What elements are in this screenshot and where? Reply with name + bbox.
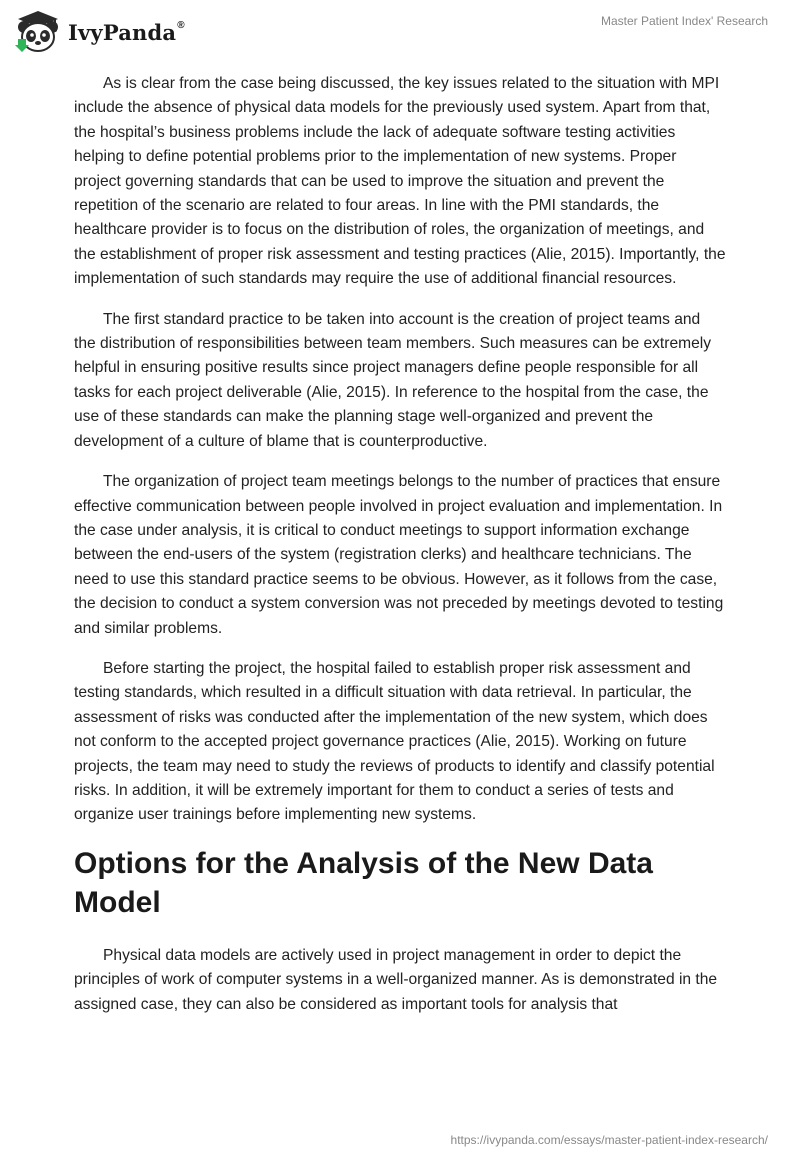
paragraph: Before starting the project, the hospital failed to establish proper risk assessment and testing standards, which resulted in a difficult situation with data retrieval. In particular, the assessment of risks was conducted after the implementation of the new system, which does not conform to the accepted project governance practices (Alie, 2015). Working on future projects, the team may need to study the reviews of products to identify and classify potential risks. In addition, it will be extremely important for them to conduct a series of tests and organize user trainings before implementing new systems.	[74, 659, 715, 824]
section-heading: Options for the Analysis of the New Data Model	[74, 846, 653, 919]
brand-logo[interactable]	[14, 9, 185, 53]
brand-name: IvyPanda®	[68, 19, 185, 45]
panda-logo-icon	[14, 9, 62, 53]
paragraph: Physical data models are actively used in project management in order to depict the principles of work of computer systems in a well-organized manner. As is demonstrated in the assigned case, they can also be considered as important tools for analysis that	[74, 946, 718, 1013]
paragraph: The organization of project team meetings belongs to the number of practices that ensure effective communication between people involved in project evaluation and implementation. In the case under analysis, it is critical to conduct meetings to support information exchange between the end-users of the system (registration clerks) and healthcare technicians. The need to use this standard practice seems to be obvious. However, as it follows from the case, the decision to conduct a system conversion was not preceded by meetings devoted to testing and similar problems.	[74, 473, 724, 637]
document-title: Master Patient Index' Research	[600, 14, 768, 28]
paragraph: The first standard practice to be taken into account is the creation of project teams and the distribution of responsibilities between team members. Such measures can be extremely helpful in ensuring positive results since project managers define people responsible for all tasks for each project deliverable (Alie, 2015). In reference to the hospital from the case, the use of these standards can make the planning stage well-organized and prevent the development of a culture of blame that is counterproductive.	[74, 310, 712, 450]
source-url[interactable]: https://ivypanda.com/essays/master-patient-index-research/	[450, 1133, 768, 1147]
essay-body	[74, 72, 726, 1033]
registered-mark: ®	[177, 19, 185, 31]
paragraph: As is clear from the case being discussed, the key issues related to the situation with MPI include the absence of physical data models for the previously used system. Apart from that, the hospital’s business problems include the lack of adequate software testing activities helping to define potential problems prior to the implementation of new systems. Proper project governing standards that can be used to improve the situation and prevent the repetition of the scenario are related to four areas. In line with the PMI standards, the healthcare provider is to focus on the distribution of roles, the organization of meetings, and the establishment of proper risk assessment and testing practices (Alie, 2015). Importantly, the implementation of such standards may require the use of additional financial resources.	[74, 75, 726, 288]
page-header	[0, 0, 800, 70]
